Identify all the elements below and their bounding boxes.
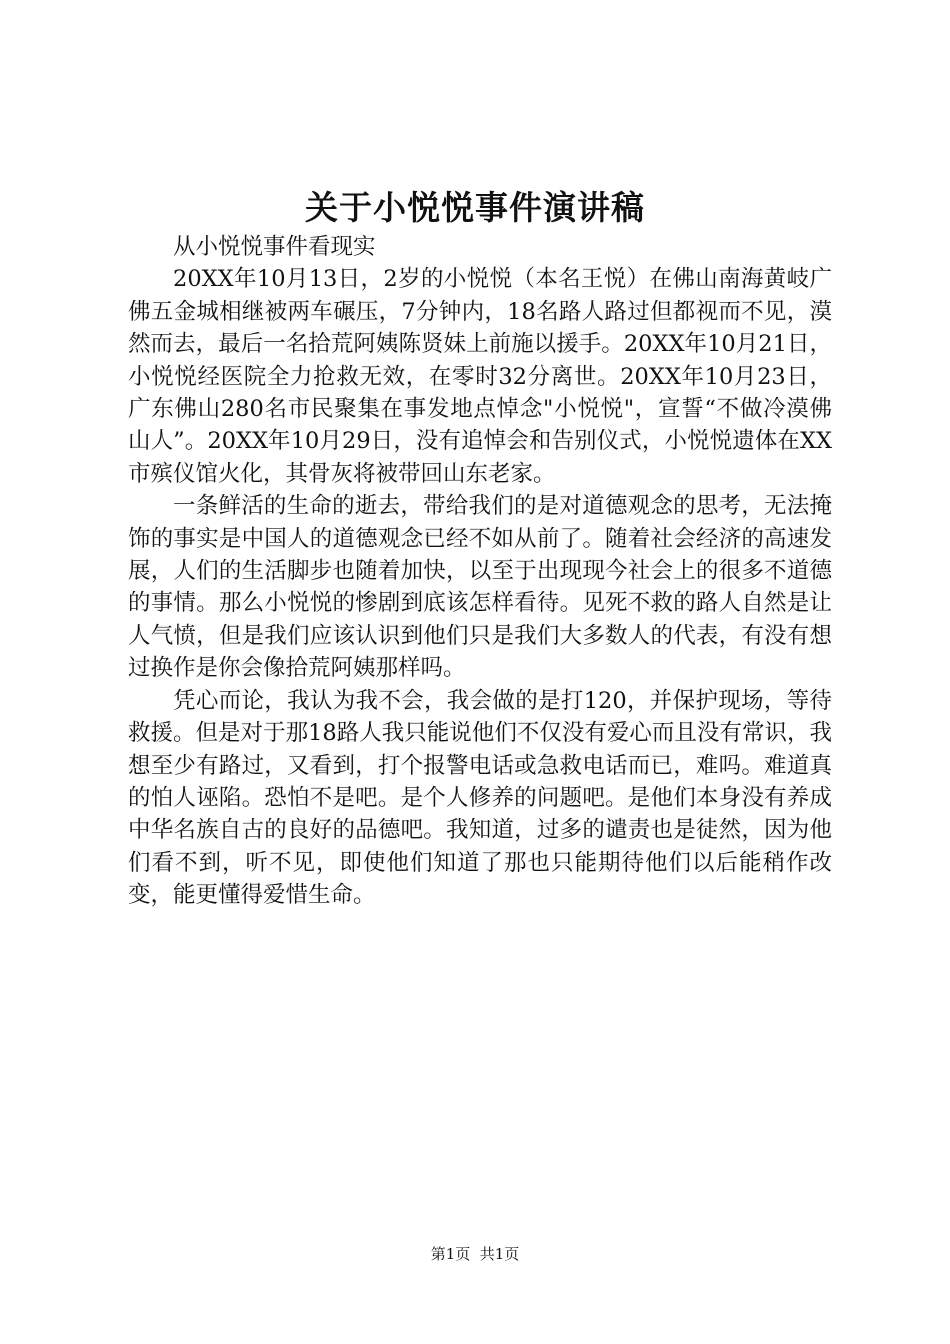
paragraph-2: 一条鲜活的生命的逝去，带给我们的是对道德观念的思考，无法掩饰的事实是中国人的道德观念已经不如从前了。随着社会经济的高速发展，人们的生活脚步也随着加快，以至于出现现今社会上的很多不道德的事情。那么小悦悦的惨剧到底该怎样看待。见死不救的路人自然是让人气愤，但是我们应该认识到他们只是我们大多数人的代表，有没有想过换作是你会像拾荒阿姨那样吗。	[128, 493, 832, 682]
paragraph-1: 20XX年10月13日，2岁的小悦悦（本名王悦）在佛山南海黄岐广佛五金城相继被两车碾压，7分钟内，18名路人路过但都视而不见，漠然而去，最后一名拾荒阿姨陈贤妹上前施以援手。20XX年10月21日，小悦悦经医院全力抢救无效，在零时32分离世。20XX年10月23日，广东佛山280名市民聚集在事发地点悼念"小悦悦"，宣誓“不做冷漠佛山人”。20XX年10月29日，没有追悼会和告别仪式，小悦悦遗体在XX市殡仪馆火化，其骨灰将被带回山东老家。	[128, 266, 832, 487]
paragraph-subtitle: 从小悦悦事件看现实	[173, 234, 376, 260]
page-footer	[0, 1244, 950, 1264]
document-title: 关于小悦悦事件演讲稿	[305, 188, 645, 227]
page-number: 第1页 共1页	[430, 1245, 520, 1263]
paragraph-3: 凭心而论，我认为我不会，我会做的是打120，并保护现场，等待救援。但是对于那18路人我只能说他们不仅没有爱心而且没有常识，我想至少有路过，又看到，打个报警电话或急救电话而已，难吗。难道真的怕人诬陷。恐怕不是吧。是个人修养的问题吧。是他们本身没有养成中华名族自古的良好的品德吧。我知道，过多的谴责也是徒然，因为他们看不到，听不见，即使他们知道了那也只能期待他们以后能稍作改变，能更懂得爱惜生命。	[128, 687, 832, 909]
document-body	[128, 231, 832, 912]
